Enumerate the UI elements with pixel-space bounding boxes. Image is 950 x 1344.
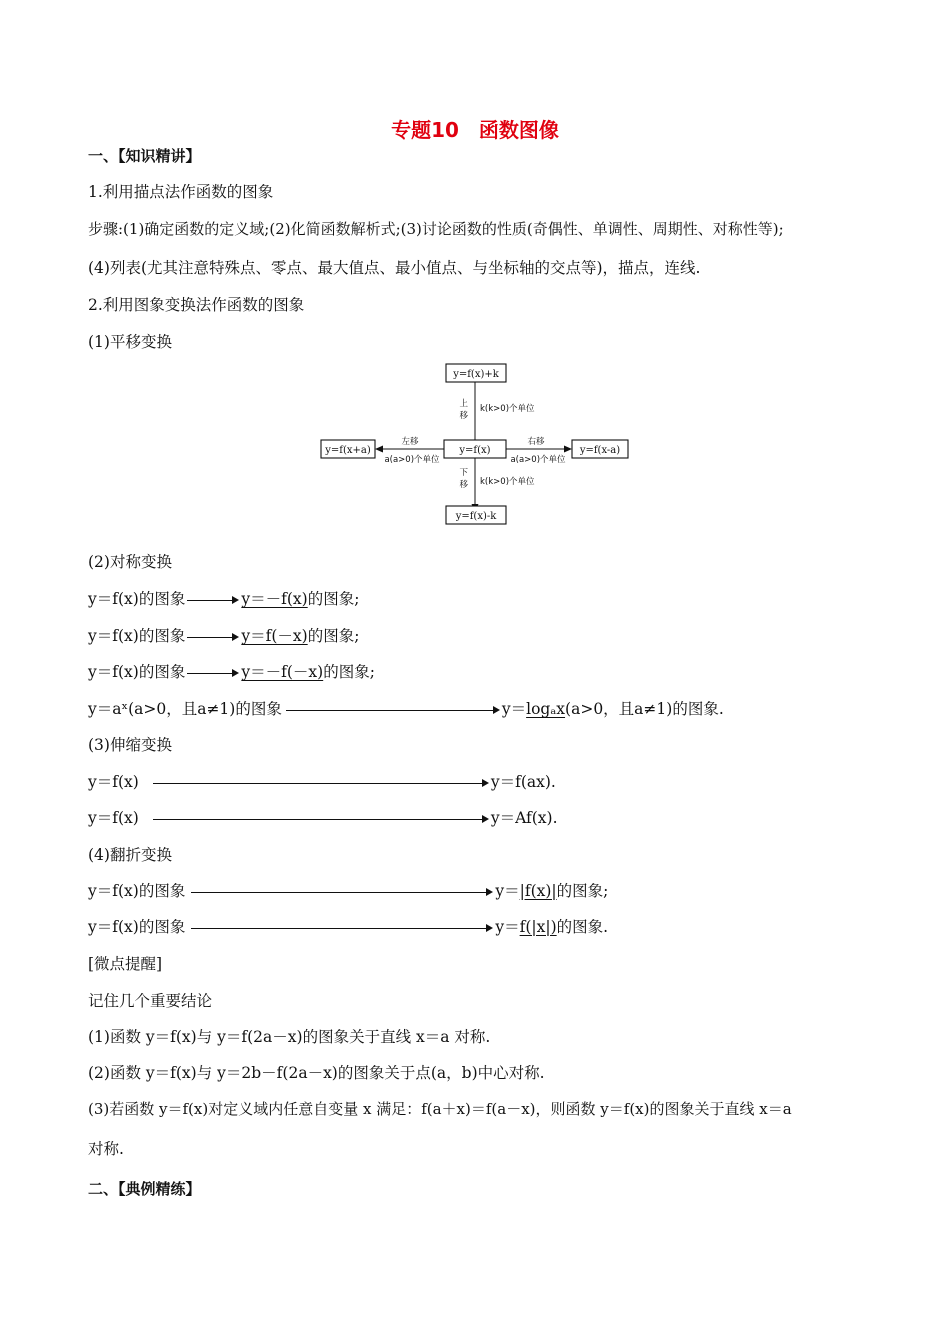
- symmetry-line: y＝f(x)的图象 y＝－f(x)的图象;: [88, 590, 360, 608]
- up-condition: k(k>0)个单位: [480, 404, 535, 414]
- box-bottom-label: y=f(x)-k: [455, 511, 497, 522]
- left-condition: a(a>0)个单位: [384, 455, 440, 465]
- paragraph: (4)翻折变换: [88, 846, 172, 864]
- fold-line: y＝f(x)的图象 y＝|f(x)|的图象;: [88, 882, 609, 900]
- paragraph: (3)伸缩变换: [88, 736, 172, 754]
- right-label: 右移: [527, 437, 545, 447]
- fold-line: y＝f(x)的图象 y＝f(|x|)的图象.: [88, 918, 609, 936]
- conclusion-item: (2)函数 y＝f(x)与 y＝2b－f(2a－x)的图象关于点(a，b)中心对称.: [88, 1064, 545, 1082]
- paragraph: [微点提醒]: [88, 955, 163, 973]
- paragraph: 步骤:(1)确定函数的定义域;(2)化简函数解析式;(3)讨论函数的性质(奇偶性、单调性、周期性、对称性等);: [88, 220, 784, 238]
- symmetry-line: y＝f(x)的图象 y＝－f(－x)的图象;: [88, 663, 375, 681]
- box-top-label: y=f(x)+k: [453, 369, 499, 380]
- box-right-label: y=f(x-a): [579, 445, 621, 456]
- box-center-label: y=f(x): [459, 445, 491, 456]
- translation-diagram: [318, 362, 634, 526]
- up-label: 上: [459, 399, 468, 409]
- stretch-line: y＝f(x) y＝f(ax).: [88, 773, 556, 791]
- paragraph: (1)平移变换: [88, 333, 172, 351]
- conclusion-item: (1)函数 y＝f(x)与 y＝f(2a－x)的图象关于直线 x＝a 对称.: [88, 1028, 491, 1046]
- box-left-label: y=f(x+a): [325, 445, 371, 456]
- stretch-line: y＝f(x) y＝Af(x).: [88, 809, 558, 827]
- exponent-line: y＝aˣ(a>0，且a≠1)的图象 y＝logₐx(a>0，且a≠1)的图象.: [88, 700, 724, 718]
- section-heading-examples: 二、【典例精练】: [88, 1180, 201, 1198]
- page-title: 专题10 函数图像: [391, 118, 559, 142]
- paragraph: (2)对称变换: [88, 553, 172, 571]
- right-condition: a(a>0)个单位: [510, 455, 566, 465]
- down-label: 移: [459, 480, 468, 490]
- conclusion-item: (3)若函数 y＝f(x)对定义域内任意自变量 x 满足：f(a＋x)＝f(a－x)，则函数 y＝f(x)的图象关于直线 x＝a: [88, 1100, 792, 1118]
- section-heading-knowledge: 一、【知识精讲】: [88, 147, 201, 165]
- paragraph: (4)列表(尤其注意特殊点、零点、最大值点、最小值点、与坐标轴的交点等)，描点，连线.: [88, 259, 701, 277]
- paragraph: 2.利用图象变换法作函数的图象: [88, 296, 305, 314]
- up-label: 移: [459, 411, 468, 421]
- down-condition: k(k>0)个单位: [480, 477, 535, 487]
- down-label: 下: [459, 468, 468, 478]
- symmetry-line: y＝f(x)的图象 y＝f(－x)的图象;: [88, 627, 360, 645]
- conclusion-item: 对称.: [88, 1140, 124, 1158]
- left-label: 左移: [401, 437, 419, 447]
- paragraph: 记住几个重要结论: [88, 992, 213, 1010]
- paragraph: 1.利用描点法作函数的图象: [88, 183, 274, 201]
